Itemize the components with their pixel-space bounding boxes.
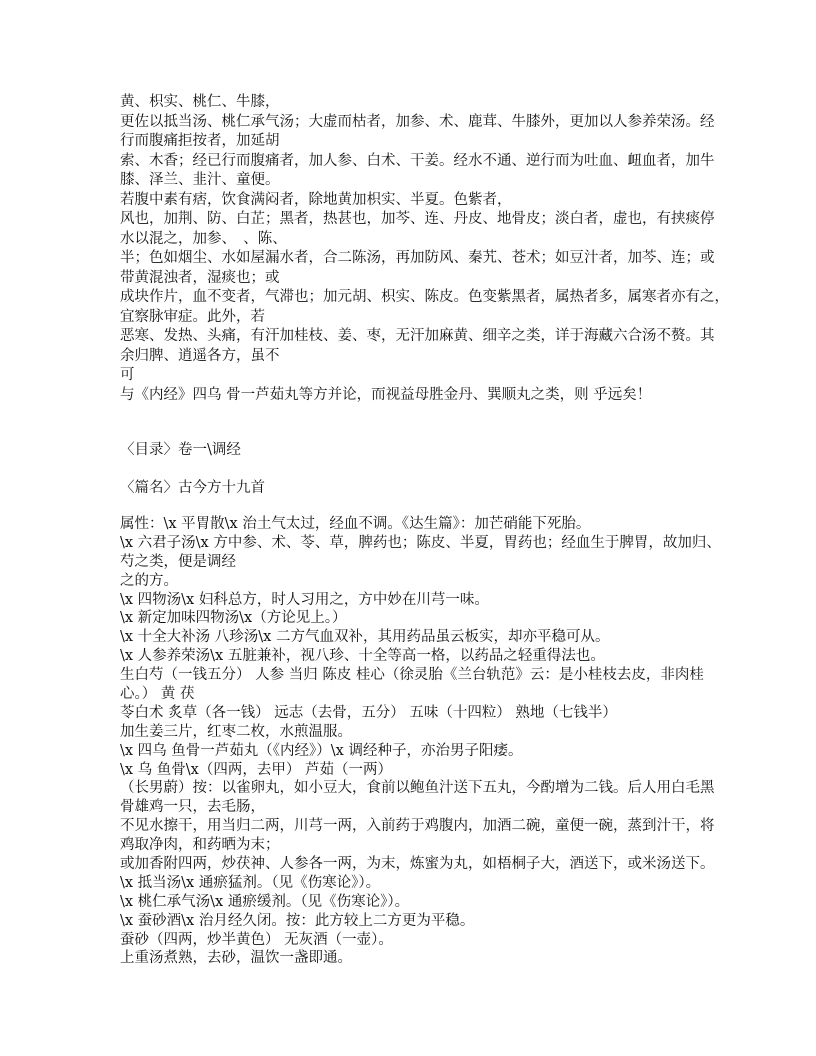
text-line: 恶寒、发热、头痛，有汗加桂枝、姜、枣，无汗加麻黄、细辛之类，详于海藏六合汤不赘。其 [120,328,715,344]
text-line: 宜察脉审症。此外，若 [120,308,265,325]
text-line: \x 乌 鱼骨\x（四两，去甲） 芦茹（一两） [120,761,392,778]
text-line: 余归脾、逍遥各方，虽不 [120,347,280,364]
text-section-prescriptions [120,515,721,968]
text-line: 黄、枳实、桃仁、牛膝， [120,94,280,110]
text-line: 膝、泽兰、韭汁、童便。 [120,172,280,188]
text-line: 心。） 黄 茯 [120,686,195,703]
text-line: \x 十全大补汤 八珍汤\x 二方气血双补，其用药品虽云板实，却亦平稳可从。 [120,629,610,646]
text-line: 半；色如烟尘、水如屋漏水者，合二陈汤，再加防风、秦艽、苍术；如豆汁者，加芩、连；或 [120,250,715,266]
text-line: \x 六君子汤\x 方中参、术、苓、草，脾药也；陈皮、半夏，胃药也；经血生于脾胃，故加归、 [120,534,721,551]
text-line: \x 蚕砂酒\x 治月经久闭。按：此方较上二方更为平稳。 [120,912,475,929]
text-line: 风也，加荆、防、白芷；黑者，热甚也，加芩、连、丹皮、地骨皮；淡白者，虚也，有挟痰停 [120,211,715,227]
text-line: 鸡取净肉，和药晒为末； [120,837,280,854]
text-line: \x 新定加味四物汤\x（方论见上。） [120,610,347,627]
text-section-top [120,93,729,405]
text-line: 蚕砂（四两，炒半黄色） 无灰酒（一壶）。 [120,931,393,948]
text-line: \x 人参养荣汤\x 五脏兼补，视八珍、十全等高一格，以药品之轻重得法也。 [120,648,605,665]
toc-line: 〈目录〉卷一\调经 [120,442,241,458]
title-line: 〈篇名〉古今方十九首 [120,480,265,496]
text-line: \x 四乌 鱼骨一芦茹丸（《内经》）\x 调经种子，亦治男子阳痿。 [120,742,523,759]
text-line: 若腹中素有痞，饮食满闷者，除地黄加枳实、半夏。色紫者， [120,191,512,208]
text-line: 不见水擦干，用当归二两，川芎一两，入前药于鸡腹内，加酒二碗，童便一碗，蒸到汁干，将 [120,818,715,835]
text-line: 或加香附四两，炒茯神、人参各一两，为末，炼蜜为丸，如梧桐子大，酒送下，或米汤送下。 [120,856,715,873]
text-line: 成块作片，血不变者，气滞也；加元胡、枳实、陈皮。色变紫黑者，属热者多，属寒者亦有之， [120,289,729,305]
text-line: 骨雄鸡一只，去毛肠， [120,799,265,816]
text-line: 与《内经》四乌 骨一芦茹丸等方并论，而视益母胜金丹、巽顺丸之类，则 乎远矣！ [120,386,652,403]
text-line: 更佐以抵当汤、桃仁承气汤；大虚而枯者，加参、术、鹿茸、牛膝外，更加以人参养荣汤。经 [120,113,715,130]
text-line: \x 四物汤\x 妇科总方，时人习用之，方中妙在川芎一味。 [120,591,489,608]
text-line: 加生姜三片，红枣二枚，水煎温服。 [120,723,352,740]
text-line: 水以混之，加参、 、陈、 [120,230,287,247]
text-line: 之的方。 [120,572,178,589]
text-line: \x 桃仁承气汤\x 通瘀缓剂。（见《伤寒论》）。 [120,893,410,910]
text-line: 行而腹痛拒按者，加延胡 [120,133,280,149]
text-line: 可 [120,367,135,383]
text-line: \x 抵当汤\x 通瘀猛剂。（见《伤寒论》）。 [120,874,381,891]
chapter-title [120,479,710,499]
text-line: 生白芍（一钱五分） 人参 当归 陈皮 桂心（徐灵胎《兰台轨范》云：是小桂枝去皮，非肉桂 [120,667,704,684]
toc-heading [120,441,710,461]
text-line: 上重汤煮熟，去砂，温饮一盏即通。 [120,950,352,967]
text-line: 苓白术 炙草（各一钱） 远志（去骨，五分） 五味（十四粒） 熟地（七钱半） [120,704,617,721]
text-line: 带黄混浊者，湿痰也；或 [120,269,280,286]
text-line: 索、木香；经已行而腹痛者，加人参、白术、干姜。经水不通、逆行而为吐血、衄血者，加牛 [120,152,715,169]
text-line: 属性：\x 平胃散\x 治土气太过，经血不调。《达生篇》：加芒硝能下死胎。 [120,516,591,532]
text-line: （长男蔚）按：以雀卵丸，如小豆大，食前以鲍鱼汁送下五丸，今酌增为二钱。后人用白毛黑 [120,780,715,797]
text-line: 芍之类，便是调经 [120,553,236,570]
